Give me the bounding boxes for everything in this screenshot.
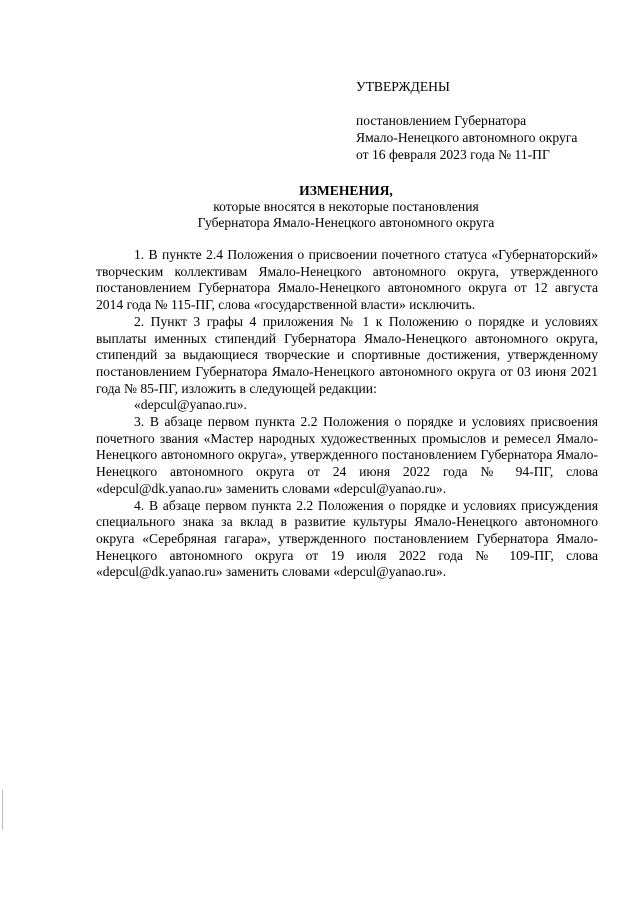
approval-heading: УТВЕРЖДЕНЫ <box>356 79 450 94</box>
paragraph-1: 1. В пункте 2.4 Положения о присвоении почетного статуса «Губернаторский» творческим коллективам Ямало-Ненецкого автономного округа, утвержденного постановлением Губернатора Ямало-Ненецкого автономного округа от 12 августа 2014 года № 115-ПГ, слова «государственной власти» исключить. <box>96 247 598 313</box>
approval-line: от 16 февраля 2023 года № 11-ПГ <box>356 147 550 162</box>
approval-line: Ямало-Ненецкого автономного округа <box>356 130 578 145</box>
document-subtitle-line: которые вносятся в некоторые постановления <box>213 199 479 214</box>
paragraph-4: 4. В абзаце первом пункта 2.2 Положения о порядке и условиях присуждения специального знака за вклад в развитие культуры Ямало-Ненецкого автономного округа «Серебряная гагара», утвержденного постановлением Губернатора Ямало-Ненецкого автономного округа от 19 июля 2022 года № 109-ПГ, слова «depcul@dk.yanao.ru» заменить словами «depcul@yanao.ru». <box>96 497 598 580</box>
document-body <box>96 247 598 581</box>
approval-block <box>356 78 626 163</box>
scan-edge-mark <box>2 790 3 830</box>
paragraph-3: 3. В абзаце первом пункта 2.2 Положения о порядке и условиях присвоения почетного звания «Мастер народных художественных промыслов и ремесел Ямало-Ненецкого автономного округа», утвержденного постановлением Губернатора Ямало-Ненецкого автономного округа от 24 июня 2022 года № 94-ПГ, слова «depcul@dk.yanao.ru» заменить словами «depcul@yanao.ru». <box>96 414 598 496</box>
paragraph-2: 2. Пункт 3 графы 4 приложения № 1 к Положению о порядке и условиях выплаты именных стипендий Губернатора Ямало-Ненецкого автономного округа, стипендий за выдающиеся творческие и спортивные достижения, утвержденному постановлением Губернатора Ямало-Ненецкого автономного округа от 03 июня 2021 года № 85-ПГ, изложить в следующей редакции: <box>96 313 598 396</box>
document-title: ИЗМЕНЕНИЯ, <box>299 183 393 198</box>
document-title-block <box>96 183 596 231</box>
document-subtitle-line: Губернатора Ямало-Ненецкого автономного округа <box>197 215 495 230</box>
paragraph-2-quote: «depcul@yanao.ru». <box>134 397 247 413</box>
approval-line: постановлением Губернатора <box>356 113 527 128</box>
